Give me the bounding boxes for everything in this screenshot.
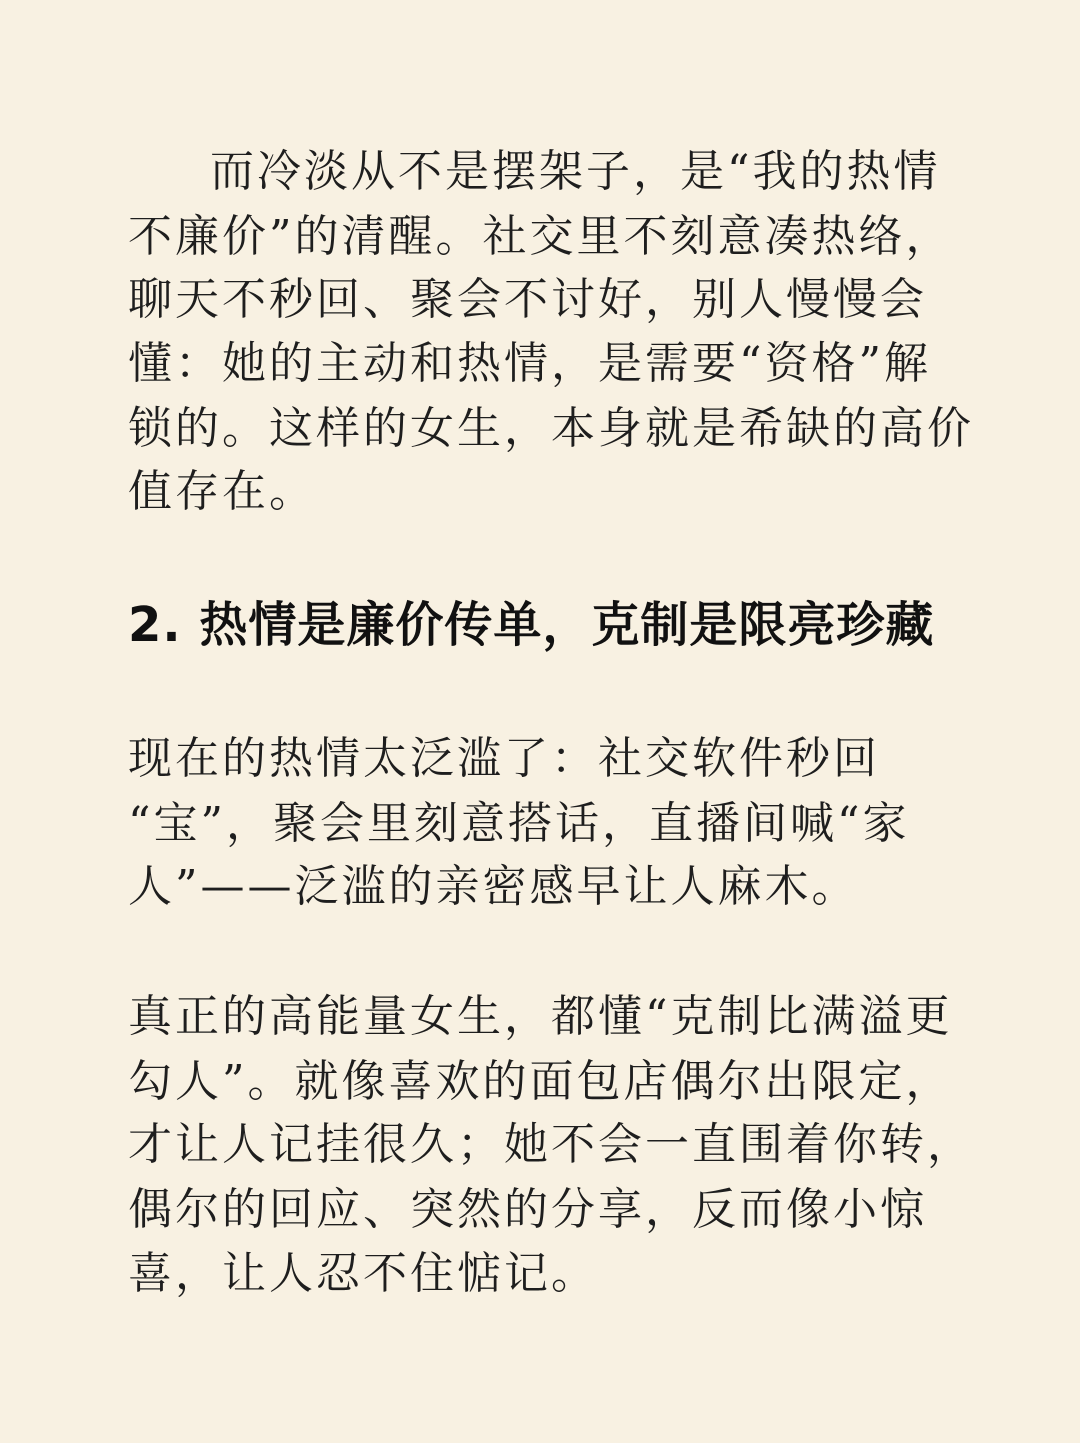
paragraph-3-line-1: 真正的高能量女生，都懂“克制比满溢更 [128,991,953,1042]
section-heading: 2. 热情是廉价传单，克制是限亮珍藏 [128,597,935,653]
paragraph-1-line-6: 值存在。 [128,466,316,517]
paragraph-1-line-1: 而冷淡从不是摆架子，是“我的热情 [210,146,941,197]
paragraph-1-line-3: 聊天不秒回、聚会不讨好，别人慢慢会 [128,274,927,325]
paragraph-2-line-2: “宝”，聚会里刻意搭话，直播间喊“家 [128,798,910,849]
paragraph-3-line-2: 勾人”。就像喜欢的面包店偶尔出限定， [128,1056,953,1107]
paragraph-1-line-2: 不廉价”的清醒。社交里不刻意凑热络， [128,211,953,262]
paragraph-3-line-3: 才让人记挂很久；她不会一直围着你转， [128,1119,974,1170]
paragraph-3-line-5: 喜，让人忍不住惦记。 [128,1248,598,1299]
paragraph-3-line-4: 偶尔的回应、突然的分享，反而像小惊 [128,1184,927,1235]
paragraph-1-line-5: 锁的。这样的女生，本身就是希缺的高价 [128,403,974,454]
paragraph-2-line-3: 人”——泛滥的亲密感早让人麻木。 [128,861,859,912]
paragraph-1-line-4: 懂：她的主动和热情，是需要“资格”解 [128,338,931,389]
paragraph-2-line-1: 现在的热情太泛滥了：社交软件秒回 [128,733,880,784]
